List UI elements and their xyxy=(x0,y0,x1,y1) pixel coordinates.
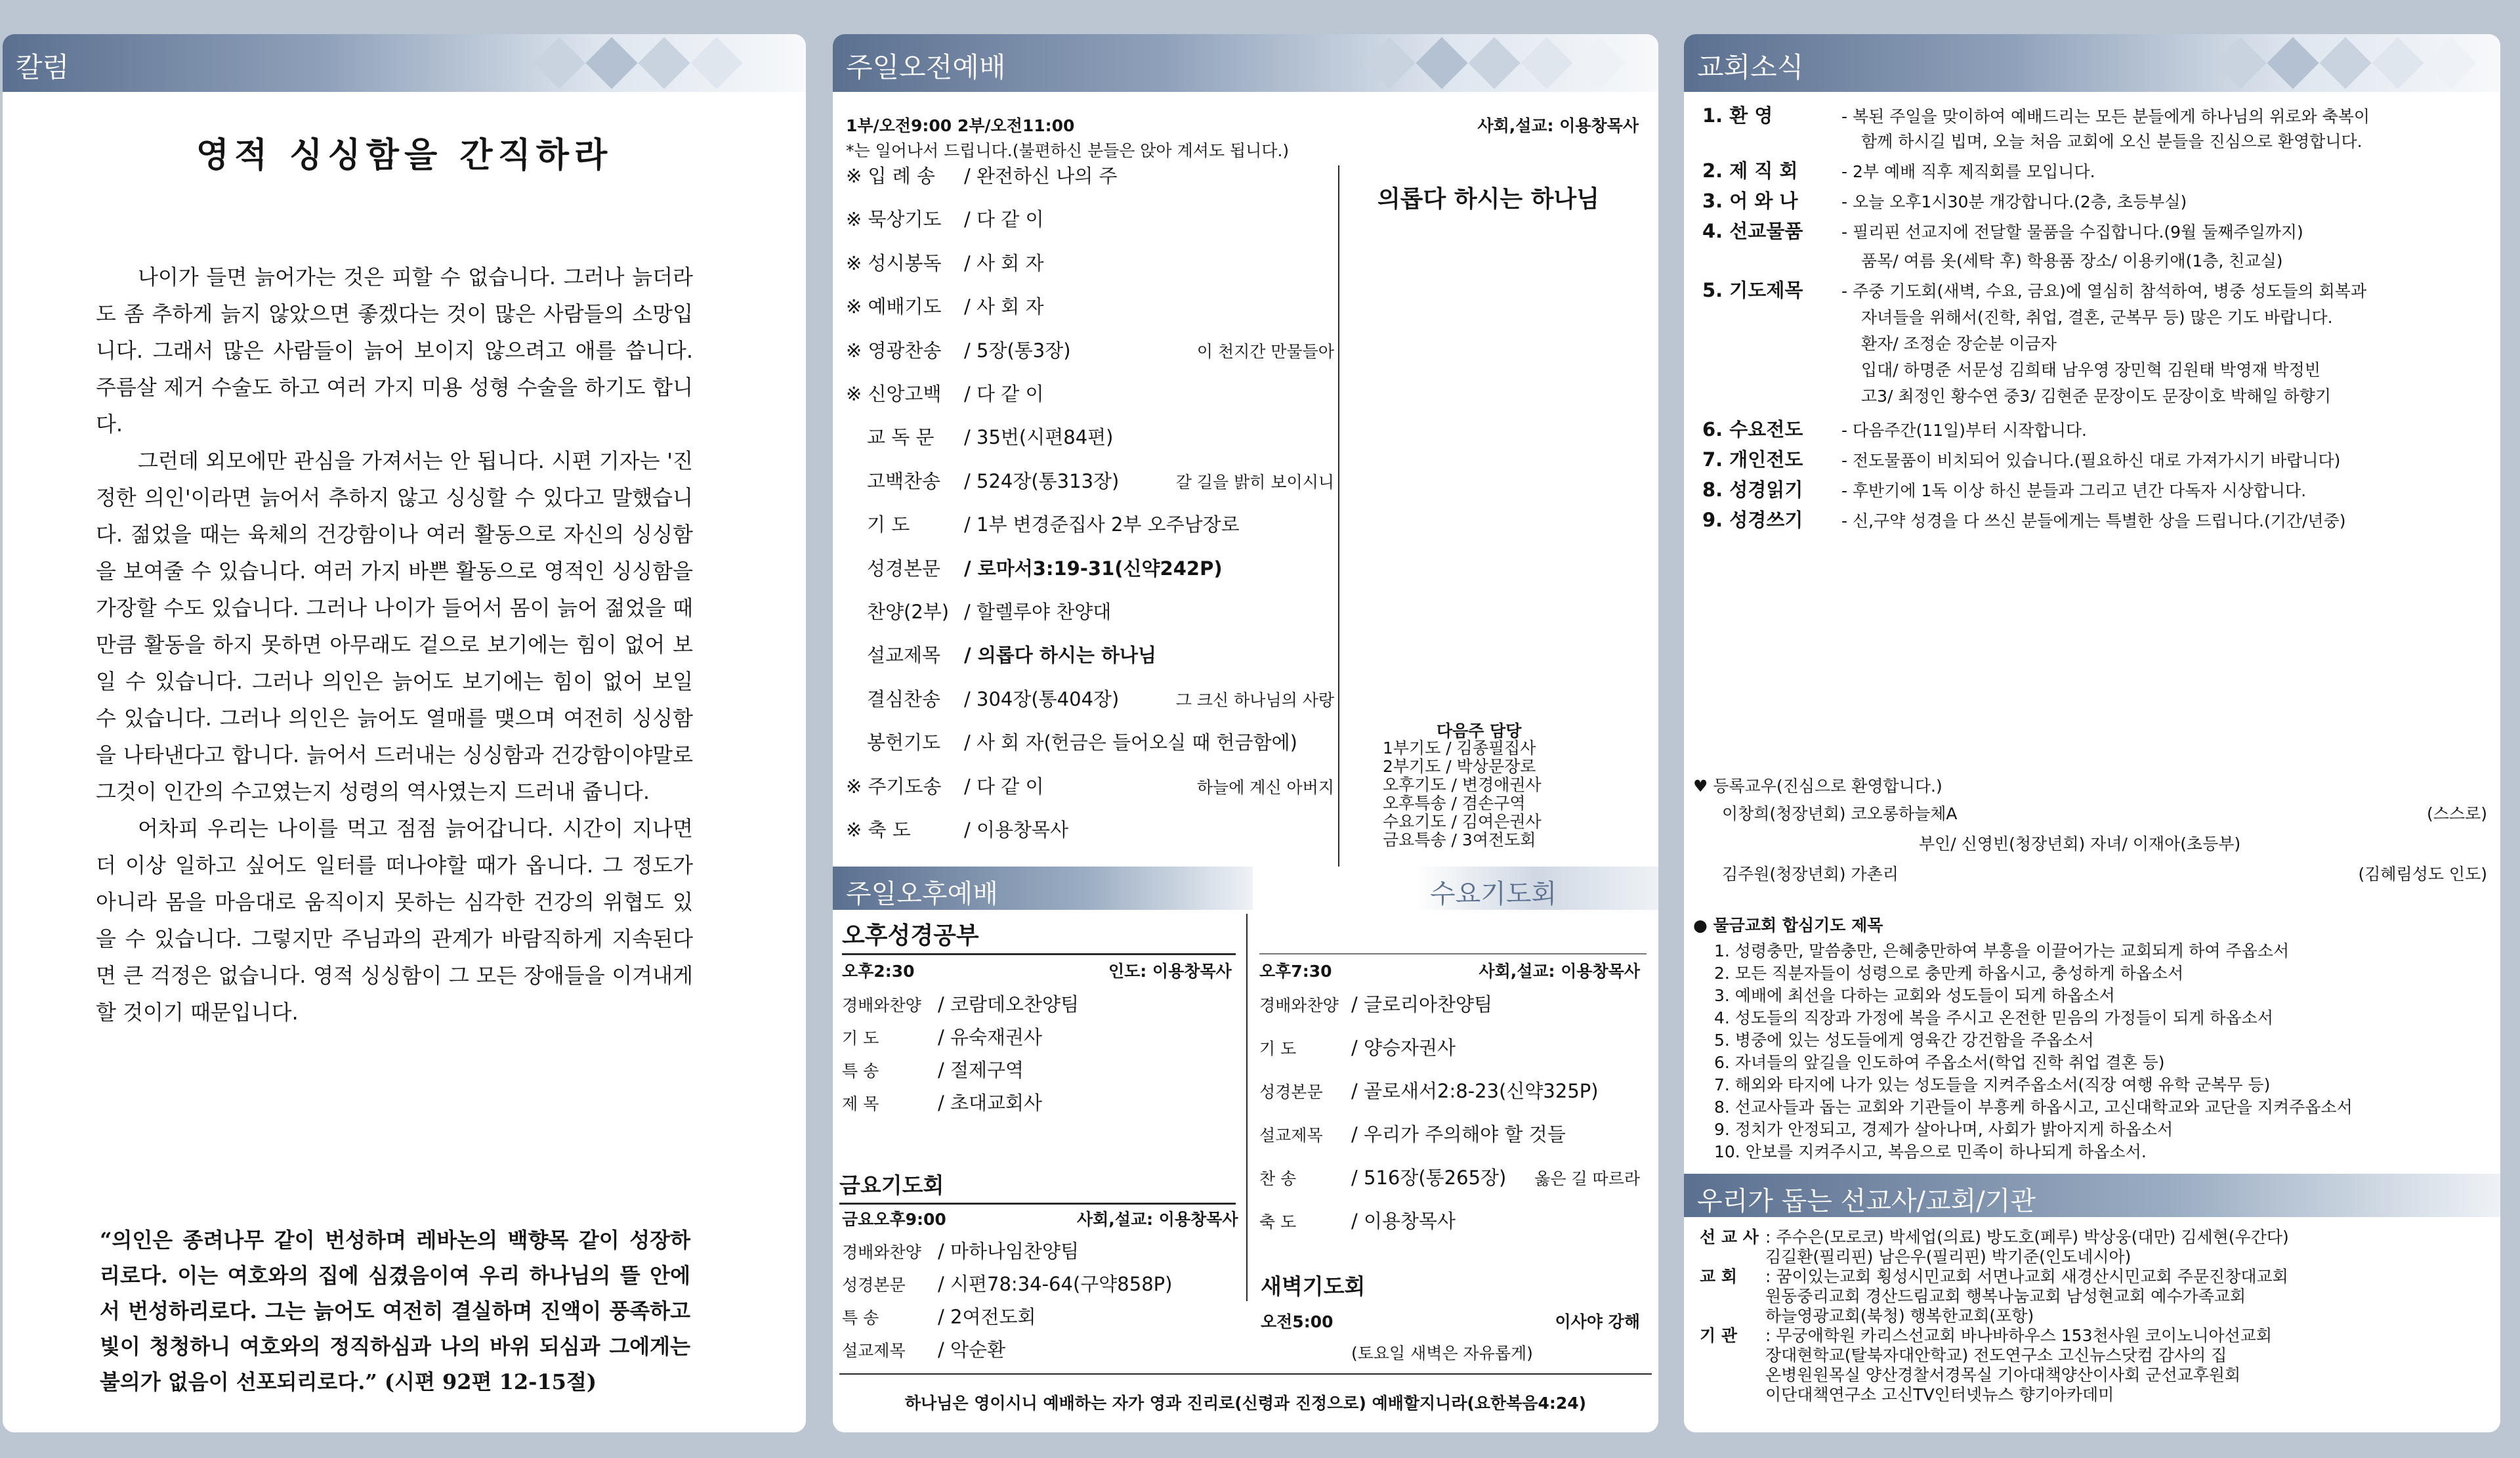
news-item-text: - 필리핀 선교지에 전달할 물품을 수집합니다.(9월 둘째주일까지) xyxy=(1841,223,2303,242)
mission-category: 교 회 xyxy=(1700,1267,1738,1286)
order-item-name: 축 도 xyxy=(1259,1212,1297,1232)
sermon-title-box: 의롭다 하시는 하나님 xyxy=(1377,186,1600,213)
order-item-name: ※ 묵상기도 xyxy=(846,208,942,231)
order-item-value: / 완전하신 나의 주 xyxy=(964,165,1118,187)
diamond-decoration xyxy=(1573,37,1625,89)
prayer-item: 5. 병중에 있는 성도들에게 영육간 강건함을 주옵소서 xyxy=(1714,1031,2094,1050)
diamond-decoration xyxy=(2319,37,2371,89)
diamond-decoration xyxy=(2267,37,2319,89)
news-item-label: 9. 성경쓰기 xyxy=(1702,509,1803,531)
news-item-text: 입대/ 하명준 서문성 김희태 남우영 장민혁 김원태 박영재 박정빈 xyxy=(1861,360,2320,379)
order-item-value: / 사 회 자 xyxy=(964,251,1044,274)
order-item-value: / 시편78:34-64(구약858P) xyxy=(938,1273,1173,1295)
news-item-label: 6. 수요전도 xyxy=(1702,418,1803,440)
order-item-value: / 사 회 자(헌금은 들어오실 때 헌금함에) xyxy=(964,731,1297,754)
order-item-hymn-title: 하늘에 계신 아버지 xyxy=(1196,777,1334,797)
morning-header-title: 주일오전예배 xyxy=(846,51,1006,83)
column-paragraph: 어차피 우리는 나이를 먹고 점점 늙어갑니다. 시간이 지나면 더 이상 일하고 싶어도 일터를 떠나야할 때가 옵니다. 그 정도가 아니라 몸을 마음대로 움직이지 못하는 심각한 건강의 위협도 있을 수 있습니다. 그렇지만 주님과의 관계가 바람직하게 지속된다면 큰 걱정은 없습니다. 영적 싱싱함이 그 모든 장애들을 이겨내게 할 것이기 때문입니다. xyxy=(96,816,693,1025)
order-item-name: 특 송 xyxy=(842,1061,879,1081)
news-item-text: - 다음주간(11일)부터 시작합니다. xyxy=(1841,421,2087,440)
mission-entry: : 주수은(모로코) 박세업(의료) 방도호(페루) 박상웅(대만) 김세현(우간다) xyxy=(1765,1228,2289,1247)
news-item-text: 환자/ 조정순 장순분 이금자 xyxy=(1861,334,2057,353)
order-item-name: 기 도 xyxy=(1259,1039,1297,1058)
order-item-name: 봉헌기도 xyxy=(867,731,941,754)
order-item-name: 찬양(2부) xyxy=(867,601,950,623)
column-paragraph: 그런데 외모에만 관심을 가져서는 안 됩니다. 시편 기자는 '진정한 의인'이라면 늙어서 추하지 않고 싱싱할 수 있다고 말했습니다. 젊었을 때는 육체의 건강함이나 여러 활동으로 자신의 싱싱함을 보여줄 수 있습니다. 여러 가지 바쁜 활동으로 영적인 싱싱함을 가장할 수도 있습니다. 그러나 나이가 들어서 몸이 늙어 젊었을 때만큼 활동을 하지 못하면 아무래도 겉으로 보기에는 힘이 없어 보일 수 있습니다. 그러나 의인은 늙어도 보기에는 힘이 없어 보일 수 있습니다. 그러나 의인은 늙어도 열매를 맺으며 여전히 싱싱함을 나타낸다고 합니다. 늙어서 드러내는 싱싱함과 건강함이야말로 그것이 인간의 수고였는지 성령의 역사였는지 드러내 줍니다. xyxy=(96,448,693,804)
news-item-label: 3. 어 와 나 xyxy=(1702,190,1798,212)
order-item-value: / 초대교회사 xyxy=(938,1092,1043,1114)
diamond-decoration xyxy=(533,37,585,89)
order-item-value: / 2여전도회 xyxy=(938,1306,1036,1328)
order-item-name: 성경본문 xyxy=(1259,1083,1323,1102)
prayer-item: 2. 모든 직분자들이 성령으로 충만케 하옵시고, 충성하게 하옵소서 xyxy=(1714,964,2184,983)
news-item-label: 5. 기도제목 xyxy=(1702,279,1803,301)
prayer-item: 9. 정치가 안정되고, 경제가 살아나며, 사회가 밝아지게 하옵소서 xyxy=(1714,1120,2174,1139)
prayer-item: 10. 안보를 지켜주시고, 복음으로 민족이 하나되게 하옵소서. xyxy=(1714,1142,2147,1161)
news-item-text: 고3/ 최정인 황수연 중3/ 김현준 문장이도 문장이호 박해일 하향기 xyxy=(1861,387,2331,406)
order-item-hymn-title: 갈 길을 밝히 보이시니 xyxy=(1175,472,1334,492)
order-item-value: / 의롭다 하시는 하나님 xyxy=(964,644,1157,667)
order-item-value: / 유숙재권사 xyxy=(938,1026,1043,1048)
order-item-value: / 할렐루야 찬양대 xyxy=(964,601,1112,623)
order-item-name: 경배와찬양 xyxy=(842,1243,921,1262)
column-header-title: 칼럼 xyxy=(16,51,70,83)
wednesday-time: 오후7:30 xyxy=(1259,962,1332,981)
order-item-name: 기 도 xyxy=(842,1029,879,1048)
divider xyxy=(839,1373,1652,1375)
mission-entry: : 꿈이있는교회 횡성시민교회 서면나교회 새경산시민교회 주문진창대교회 xyxy=(1765,1267,2288,1286)
divider xyxy=(1246,914,1248,1301)
order-item-name: ※ 예배기도 xyxy=(846,295,942,318)
news-header xyxy=(1684,34,2500,92)
divider xyxy=(1259,953,1647,954)
order-item-value: / 골로새서2:8-23(신약325P) xyxy=(1351,1080,1599,1102)
column-quote: “의인은 종려나무 같이 번성하며 레바논의 백향목 같이 성장하리로다. 이는 여호와의 집에 심겼음이여 우리 하나님의 뜰 안에서 번성하리로다. 그는 늙어도 여전히 결실하며 진액이 풍족하고 빛이 청청하니 여호와의 정직하심과 나의 바위 되심과 그에게는 불의가 없음이 선포되리로다.” (시편 92편 12-15절) xyxy=(100,1228,690,1394)
afternoon-header xyxy=(833,867,1253,910)
order-item-value: / 악순환 xyxy=(938,1339,1006,1361)
order-item-name: 제 목 xyxy=(842,1094,879,1113)
diamond-decoration xyxy=(1468,37,1520,89)
news-item-label: 2. 제 직 회 xyxy=(1702,160,1798,182)
column-body xyxy=(96,259,693,1031)
order-item-hymn-title: 이 천지간 만물들아 xyxy=(1196,341,1334,361)
order-item-name: 특 송 xyxy=(842,1308,879,1327)
order-item-name: 설교제목 xyxy=(842,1341,906,1360)
news-panel xyxy=(1684,34,2500,1432)
order-item-value: / 5장(통3장) xyxy=(964,339,1071,362)
registration-title: ♥ 등록교우(진심으로 환영합니다.) xyxy=(1693,777,1942,796)
mission-entry: 장대현학교(탈북자대안학교) 전도연구소 고신뉴스닷컴 감사의 집 xyxy=(1765,1346,2227,1365)
order-item-value: / 양승자권사 xyxy=(1351,1037,1456,1059)
wednesday-leader: 사회,설교: 이용창목사 xyxy=(1479,962,1640,981)
diamond-decoration xyxy=(638,37,690,89)
dawn-title: 새벽기도회 xyxy=(1261,1274,1366,1299)
motto: 하나님은 영이시니 예배하는 자가 영과 진리로(신령과 진정으로) 예배할지니라(요한복음4:24) xyxy=(904,1394,1587,1413)
next-week-item: 금요특송 / 3여전도회 xyxy=(1383,830,1536,849)
divider xyxy=(839,1203,1236,1205)
order-item-name: 설교제목 xyxy=(867,644,941,667)
prayer-item: 4. 성도들의 직장과 가정에 복을 주시고 온전한 믿음의 가정들이 되게 하옵소서 xyxy=(1714,1008,2273,1027)
morning-time: 1부/오전9:00 2부/오전11:00 xyxy=(846,116,1075,135)
order-item-value: / 절제구역 xyxy=(938,1059,1024,1081)
news-item-text: - 신,구약 성경을 다 쓰신 분들에게는 특별한 상을 드립니다.(기간/년중) xyxy=(1841,511,2346,530)
mission-entry: 김길환(필리핀) 남은우(필리핀) 박기준(인도네시아) xyxy=(1765,1247,2132,1266)
order-item-name: 찬 송 xyxy=(1259,1169,1297,1188)
order-item-value: / 524장(통313장) xyxy=(964,469,1120,492)
order-item-value: / 35번(시편84편) xyxy=(964,426,1114,449)
news-item-text: 자녀들을 위해서(진학, 취업, 결혼, 군복무 등) 많은 기도 바랍니다. xyxy=(1861,308,2333,327)
prayer-item: 1. 성령충만, 말씀충만, 은혜충만하여 부흥을 이끌어가는 교회되게 하여 주옵소서 xyxy=(1714,941,2290,960)
mission-entry: 하늘영광교회(북청) 행복한교회(포항) xyxy=(1765,1306,2034,1325)
prayer-title: ● 물금교회 합심기도 제목 xyxy=(1693,916,1883,935)
friday-title: 금요기도회 xyxy=(839,1172,944,1198)
column-header xyxy=(3,34,806,92)
mission-entry: 원동중리교회 경산드림교회 행복나눔교회 남성현교회 예수가족교회 xyxy=(1765,1287,2246,1306)
order-item-name: 교 독 문 xyxy=(867,426,934,449)
news-item-text: - 후반기에 1독 이상 하신 분들과 그리고 년간 다독자 시상합니다. xyxy=(1841,481,2307,500)
morning-note: *는 일어나서 드립니다.(불편하신 분들은 앉아 계셔도 됩니다.) xyxy=(846,141,1290,160)
next-week-title: 다음주 담당 xyxy=(1437,721,1522,740)
order-item-name: 경배와찬양 xyxy=(1259,996,1339,1015)
order-item-name: 성경본문 xyxy=(842,1276,906,1295)
mission-category: 기 관 xyxy=(1700,1326,1738,1345)
diamond-decoration xyxy=(1521,37,1572,89)
dawn-time: 오전5:00 xyxy=(1261,1312,1334,1331)
order-item-hymn-title: 그 크신 하나님의 사랑 xyxy=(1175,690,1334,710)
order-item-value: / 1부 변경준집사 2부 오주남장로 xyxy=(964,513,1240,536)
diamond-decoration xyxy=(1416,37,1467,89)
friday-time: 금요오후9:00 xyxy=(842,1210,946,1229)
order-item-name: ※ 축 도 xyxy=(846,819,911,841)
afternoon-title: 오후성경공부 xyxy=(842,922,979,949)
prayer-item: 7. 해외와 타지에 나가 있는 성도들을 지켜주옵소서(직장 여행 유학 군복무 등) xyxy=(1714,1075,2271,1094)
registration-item: 김주원(청장년회) 가촌리 xyxy=(1722,865,1899,884)
afternoon-header-title: 주일오후예배 xyxy=(846,879,998,909)
afternoon-time: 오후2:30 xyxy=(842,962,915,981)
order-item-value: / 이용창목사 xyxy=(1351,1210,1456,1232)
news-item-text: - 주중 기도회(새벽, 수요, 금요)에 열심히 참석하여, 병중 성도들의 회복과 xyxy=(1841,282,2367,301)
mission-category: 선 교 사 xyxy=(1700,1228,1759,1247)
order-item-value: / 이용창목사 xyxy=(964,819,1069,841)
order-item-value: / 다 같 이 xyxy=(964,775,1044,798)
column-title: 영적 싱싱함을 간직하라 xyxy=(196,135,613,175)
order-item-value: / 마하나임찬양팀 xyxy=(938,1240,1080,1262)
registration-item: 부인/ 신영빈(청장년회) 자녀/ 이재아(초등부) xyxy=(1919,834,2241,853)
order-item-value: / 글로리아찬양팀 xyxy=(1351,993,1493,1016)
dawn-note: (토요일 새벽은 자유롭게) xyxy=(1351,1344,1533,1363)
next-week-item: 수요기도 / 김여은권사 xyxy=(1383,812,1542,831)
mission-entry: 이단대책연구소 고신TV인터넷뉴스 향기아카데미 xyxy=(1765,1385,2114,1404)
order-item-name: ※ 성시봉독 xyxy=(846,251,942,274)
order-item-name: 경배와찬양 xyxy=(842,996,921,1015)
registration-introducer: (김혜림성도 인도) xyxy=(2358,865,2487,884)
order-item-value: / 다 같 이 xyxy=(964,383,1044,405)
divider xyxy=(1338,165,1339,893)
dawn-leader: 이사야 강해 xyxy=(1555,1312,1640,1331)
order-item-name: 결심찬송 xyxy=(867,687,941,710)
order-item-name: ※ 영광찬송 xyxy=(846,339,942,362)
news-item-text: - 복된 주일을 맞이하여 예배드리는 모든 분들에게 하나님의 위로와 축복이 xyxy=(1841,107,2370,126)
news-item-label: 4. 선교물품 xyxy=(1702,220,1803,242)
news-item-label: 7. 개인전도 xyxy=(1702,448,1803,471)
next-week-item: 1부기도 / 김종필집사 xyxy=(1383,739,1536,758)
afternoon-leader: 인도: 이용창목사 xyxy=(1108,962,1232,981)
next-week-item: 2부기도 / 박상문장로 xyxy=(1383,757,1536,776)
order-item-value: / 다 같 이 xyxy=(964,208,1044,231)
news-item-text: - 2부 예배 직후 제직회를 모입니다. xyxy=(1841,162,2095,181)
diamond-decoration xyxy=(2214,37,2266,89)
news-item-label: 1. 환 영 xyxy=(1702,104,1773,127)
order-item-value: / 사 회 자 xyxy=(964,295,1044,318)
order-item-name: ※ 입 례 송 xyxy=(846,165,935,187)
order-item-value: / 516장(통265장) xyxy=(1351,1167,1507,1189)
divider xyxy=(842,953,1236,955)
worship-panel xyxy=(833,34,1658,1432)
order-item-hymn-title: 옳은 길 따르라 xyxy=(1534,1169,1640,1188)
friday-leader: 사회,설교: 이용창목사 xyxy=(1077,1210,1238,1229)
registration-introducer: (스스로) xyxy=(2427,804,2487,823)
news-item-text: - 오늘 오후1시30분 개강합니다.(2층, 초등부실) xyxy=(1841,192,2187,211)
news-item-label: 8. 성경읽기 xyxy=(1702,479,1803,501)
morning-header xyxy=(833,34,1658,92)
news-item-text: 품목/ 여름 옷(세탁 후) 학용품 장소/ 이용키애(1층, 친교실) xyxy=(1861,251,2283,270)
order-item-value: / 304장(통404장) xyxy=(964,687,1120,710)
news-header-title: 교회소식 xyxy=(1697,51,1804,83)
prayer-item: 8. 선교사들과 돕는 교회와 기관들이 부흥케 하옵시고, 고신대학교와 교단을 지켜주옵소서 xyxy=(1714,1098,2353,1117)
wednesday-header-title: 수요기도회 xyxy=(1430,879,1557,909)
mission-header xyxy=(1684,1174,2500,1217)
prayer-item: 3. 예배에 최선을 다하는 교회와 성도들이 되게 하옵소서 xyxy=(1714,986,2115,1005)
column-panel xyxy=(3,34,806,1432)
order-item-name: 고백찬송 xyxy=(867,469,941,492)
mission-entry: : 무궁애학원 카리스선교회 바나바하우스 153천사원 코이노니아선교회 xyxy=(1765,1326,2273,1345)
prayer-item: 6. 자녀들의 앞길을 인도하여 주옵소서(학업 진학 취업 결혼 등) xyxy=(1714,1053,2165,1072)
order-item-value: / 우리가 주의해야 할 것들 xyxy=(1351,1123,1566,1146)
order-item-name: ※ 신앙고백 xyxy=(846,383,942,405)
diamond-decoration xyxy=(585,37,637,89)
order-item-value: / 코람데오찬양팀 xyxy=(938,993,1080,1016)
next-week-item: 오후기도 / 변경애권사 xyxy=(1383,775,1542,794)
order-item-name: 성경본문 xyxy=(867,557,941,580)
registration-item: 이창희(청장년회) 코오롱하늘체A xyxy=(1722,804,1958,823)
order-item-name: ※ 주기도송 xyxy=(846,775,942,798)
order-item-value: / 로마서3:19-31(신약242P) xyxy=(964,557,1223,580)
mission-header-title: 우리가 돕는 선교사/교회/기관 xyxy=(1697,1186,2036,1216)
order-item-name: 기 도 xyxy=(867,513,910,536)
morning-preacher: 사회,설교: 이용창목사 xyxy=(1477,116,1639,135)
diamond-decoration xyxy=(2372,37,2424,89)
news-item-text: 함께 하시길 빕며, 오늘 처음 교회에 오신 분들을 진심으로 환영합니다. xyxy=(1861,132,2362,151)
diamond-decoration xyxy=(2424,37,2476,89)
column-paragraph: 나이가 들면 늙어가는 것은 피할 수 없습니다. 그러나 늙더라도 좀 추하게 늙지 않았으면 좋겠다는 것이 많은 사람들의 소망입니다. 그래서 많은 사람들이 늙어 보이지 않으려고 애를 씁니다. 주름살 제거 수술도 하고 여러 가지 미용 성형 수술을 하기도 합니다. xyxy=(96,265,693,437)
diamond-decoration xyxy=(690,37,742,89)
news-item-text: - 전도물품이 비치되어 있습니다.(필요하신 대로 가져가시기 바랍니다) xyxy=(1841,451,2341,470)
mission-entry: 온병원원목실 양산경찰서경목실 기아대책양산이사회 군선교후원회 xyxy=(1765,1365,2241,1384)
wednesday-header xyxy=(1253,867,1658,910)
next-week-item: 오후특송 / 겸손구역 xyxy=(1383,794,1526,813)
diamond-decoration xyxy=(1363,37,1415,89)
order-item-name: 설교제목 xyxy=(1259,1126,1323,1145)
